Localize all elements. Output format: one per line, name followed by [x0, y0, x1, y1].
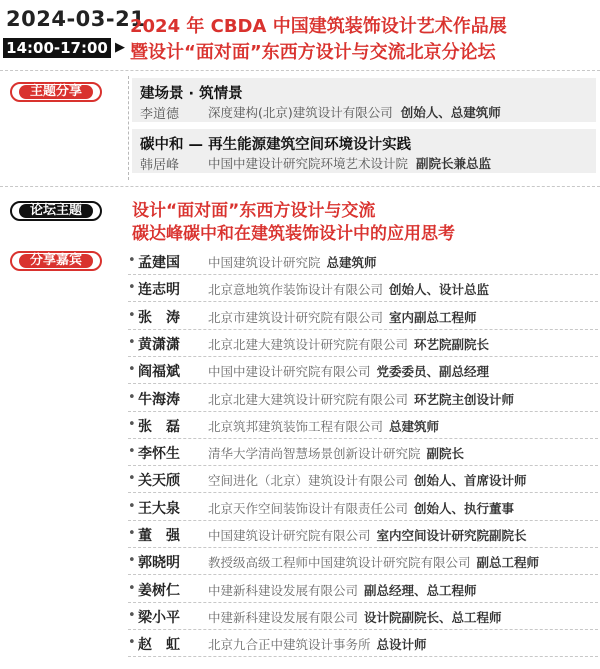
bullet-icon: •: [128, 471, 136, 487]
bullet-icon: •: [128, 444, 136, 460]
guest-affiliation: 北京北建大建筑设计研究院有限公司 环艺院副院长: [208, 336, 490, 352]
guest-affiliation: 中国建筑设计研究院有限公司 室内空间设计研究院副院长: [208, 528, 527, 543]
guest-name: 李怀生: [138, 446, 180, 463]
guest-name: 黄潇潇: [138, 336, 180, 353]
bullet-icon: •: [128, 553, 136, 569]
guest-name: 孟建国: [138, 255, 180, 271]
guest-name: 王大泉: [138, 500, 180, 517]
guest-row: [128, 330, 598, 357]
play-arrow-icon: ▶: [115, 40, 125, 55]
guest-row: [128, 466, 598, 493]
guest-affiliation: 中国建筑设计研究院 总建筑师: [208, 255, 377, 270]
bullet-icon: •: [128, 635, 136, 651]
bullet-icon: •: [128, 416, 136, 432]
guest-affiliation: 清华大学清尚智慧场景创新设计研究院 副院长: [208, 446, 465, 462]
event-date: 2024-03-21: [6, 7, 146, 31]
event-time-badge: 14:00-17:00: [3, 38, 111, 58]
guest-row: [128, 275, 598, 302]
keynote-speaker: 李道德: [140, 107, 180, 122]
divider: [0, 70, 600, 71]
keynote-label: 主题分享: [10, 82, 102, 102]
bullet-icon: •: [128, 607, 136, 623]
event-subtitle: 暨设计“面对面”东西方设计与交流北京分论坛: [130, 42, 496, 63]
guest-affiliation: 北京北建大建筑设计研究院有限公司 环艺院主创设计师: [208, 391, 515, 407]
guest-row: [128, 576, 598, 603]
guest-row: [128, 548, 598, 575]
guest-affiliation: 中建新科建设发展有限公司 设计院副院长、总工程师: [208, 609, 502, 625]
forum-theme-line: 碳达峰碳中和在建筑装饰设计中的应用思考: [132, 224, 455, 244]
guest-name: 梁小平: [138, 609, 180, 626]
forum-theme-label: 论坛主题: [10, 201, 102, 221]
guest-name: 连志明: [138, 282, 180, 299]
guest-affiliation: 北京天作空间装饰设计有限责任公司 创始人、执行董事: [208, 500, 515, 516]
guest-name: 张 磊: [138, 418, 180, 435]
divider: [0, 186, 600, 187]
guest-affiliation: 北京市建筑设计研究院有限公司 室内副总工程师: [208, 309, 477, 325]
guest-row: [128, 385, 598, 412]
bullet-icon: •: [128, 389, 136, 405]
guest-affiliation: 北京九合正中建筑设计事务所 总设计师: [208, 637, 427, 653]
keynote-topic: 建场景 · 筑情景: [140, 86, 243, 102]
section-guide-line: [128, 76, 129, 180]
keynote-item: [132, 129, 596, 173]
keynote-affiliation: 深度建构(北京)建筑设计有限公司 创始人、总建筑师: [208, 105, 501, 120]
guest-row: [128, 412, 598, 439]
guest-row: [128, 494, 598, 521]
bullet-icon: •: [128, 526, 136, 541]
guest-row: [128, 630, 598, 657]
bullet-icon: •: [128, 362, 136, 378]
guest-name: 姜树仁: [138, 582, 180, 599]
keynote-item: [132, 78, 596, 122]
bullet-icon: •: [128, 280, 136, 296]
keynote-speaker: 韩居峰: [140, 158, 180, 173]
bullet-icon: •: [128, 498, 136, 514]
guest-row: [128, 439, 598, 466]
guests-label: 分享嘉宾: [10, 251, 102, 271]
guest-affiliation: 空间进化（北京）建筑设计有限公司 创始人、首席设计师: [208, 473, 527, 489]
guest-affiliation: 教授级高级工程师中国建筑设计研究院有限公司 副总工程师: [208, 555, 540, 571]
bullet-icon: •: [128, 580, 136, 596]
guest-row: [128, 521, 598, 548]
guest-affiliation: 中建新科建设发展有限公司 副总经理、总工程师: [208, 582, 477, 598]
event-title: 2024 年 CBDA 中国建筑装饰设计艺术作品展: [130, 16, 507, 37]
bullet-icon: •: [128, 253, 136, 268]
guest-affiliation: 中国中建设计研究院有限公司 党委委员、副总经理: [208, 364, 490, 380]
guest-row: [128, 357, 598, 384]
guest-row: [128, 603, 598, 630]
guest-row: [128, 303, 598, 330]
guest-affiliation: 北京意地筑作装饰设计有限公司 创始人、设计总监: [208, 282, 490, 298]
guest-row: [128, 248, 598, 275]
forum-theme-line: 设计“面对面”东西方设计与交流: [132, 201, 376, 221]
guest-name: 关天颀: [138, 473, 180, 490]
guest-affiliation: 北京筑邦建筑装饰工程有限公司 总建筑师: [208, 418, 440, 434]
bullet-icon: •: [128, 307, 136, 323]
guest-name: 郭晓明: [138, 555, 180, 572]
keynote-topic: 碳中和 — 再生能源建筑空间环境设计实践: [140, 137, 412, 153]
guest-name: 张 涛: [138, 309, 180, 326]
keynote-affiliation: 中国中建设计研究院环境艺术设计院 副院长兼总监: [208, 156, 491, 171]
guest-name: 阎福斌: [138, 364, 180, 381]
guest-name: 赵 虹: [138, 637, 180, 654]
bullet-icon: •: [128, 334, 136, 350]
guest-name: 牛海涛: [138, 391, 180, 408]
guest-name: 董 强: [138, 528, 180, 544]
